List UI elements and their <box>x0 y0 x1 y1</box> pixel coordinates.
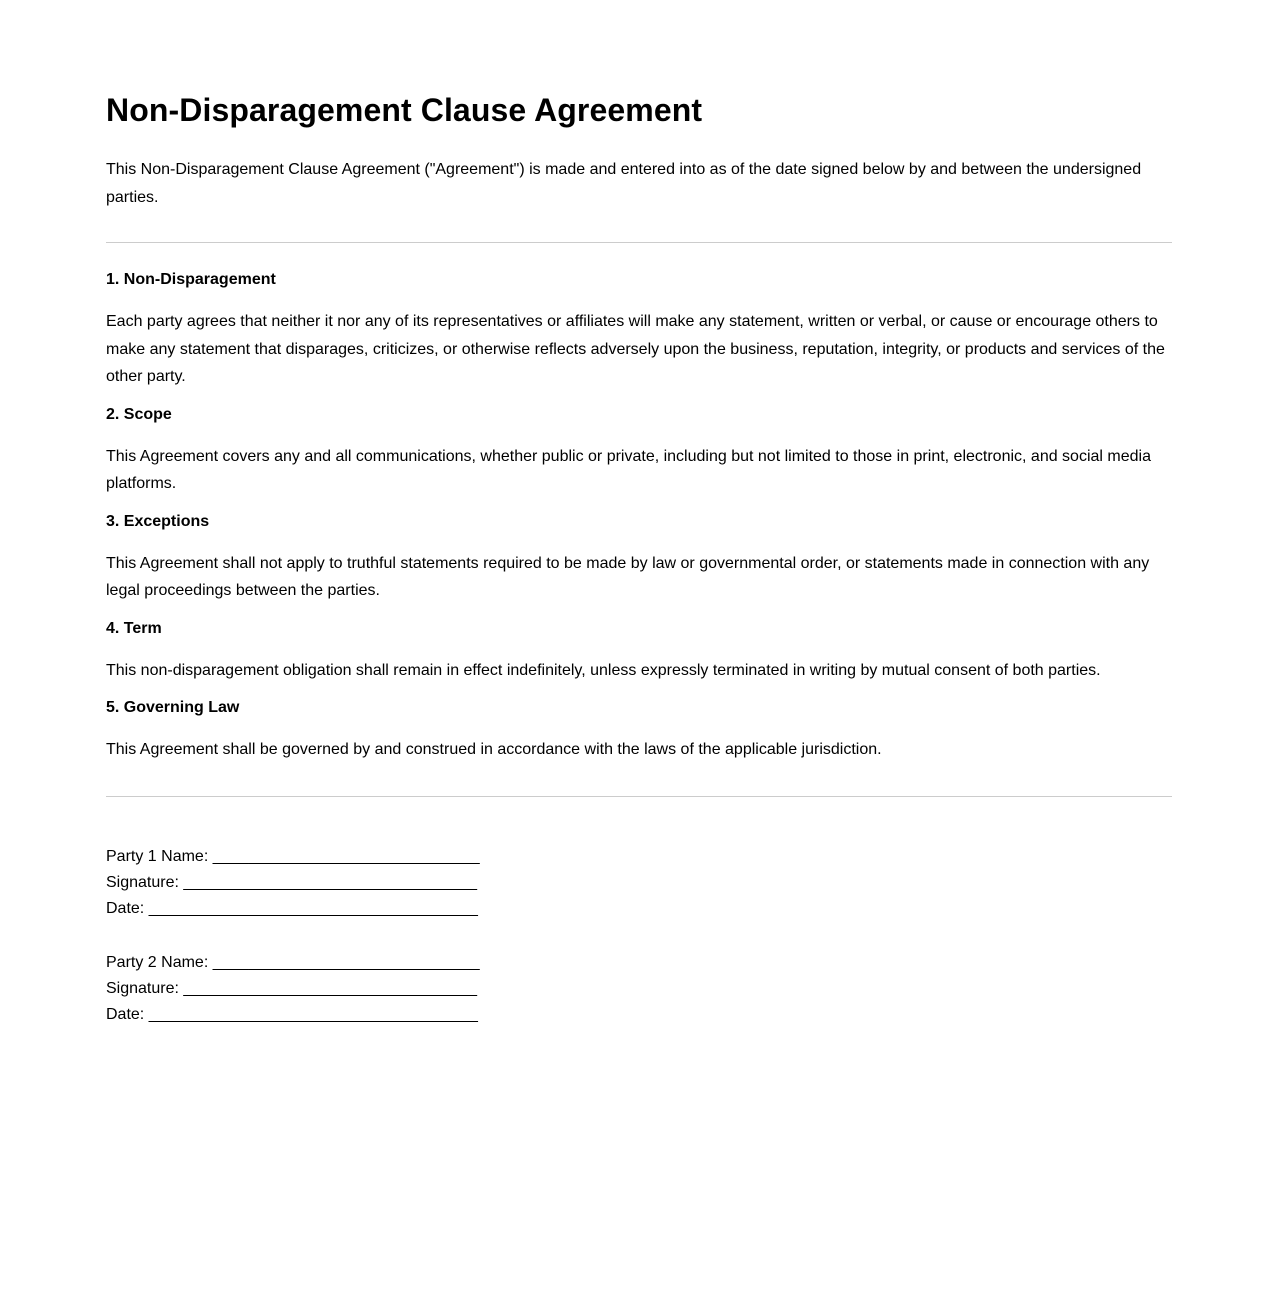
party1-date-line <box>106 896 1172 922</box>
document-title: Non-Disparagement Clause Agreement <box>106 92 703 128</box>
party2-signature-label: Signature: <box>106 979 179 997</box>
party1-signature-block <box>106 844 1172 922</box>
party2-signature-line <box>106 976 1172 1002</box>
intro-paragraph: This Non-Disparagement Clause Agreement ("Agreement") is made and entered into as of the date signed below by and between the undersigned parties. <box>106 161 1142 206</box>
party2-date-line <box>106 1002 1172 1028</box>
signature-area <box>106 844 1172 1028</box>
party1-date-label: Date: <box>106 899 145 917</box>
top-divider <box>106 242 1172 243</box>
party2-name-label: Party 2 Name: <box>106 953 209 971</box>
party2-date-blank: _____________________________________ <box>148 1005 478 1023</box>
party1-date-blank: _____________________________________ <box>148 899 478 917</box>
section-body: This non-disparagement obligation shall remain in effect indefinitely, unless expressly terminated in writing by mutual consent of both parties. <box>106 661 1101 679</box>
section-heading: 4. Term <box>106 619 162 637</box>
party1-name-label: Party 1 Name: <box>106 847 209 865</box>
section-term <box>106 618 1172 685</box>
section-body: This Agreement covers any and all communications, whether public or private, including but not limited to those in print, electronic, and social media platforms. <box>106 447 1151 492</box>
section-heading: 1. Non-Disparagement <box>106 271 276 288</box>
party2-signature-block <box>106 950 1172 1028</box>
section-body: This Agreement shall be governed by and construed in accordance with the laws of the applicable jurisdiction. <box>106 741 882 758</box>
bottom-divider <box>106 796 1172 797</box>
section-body: Each party agrees that neither it nor any of its representatives or affiliates will make any statement, written or verbal, or cause or encourage others to make any statement that disparages, criticizes, or otherwise reflects adversely upon the business, reputation, integrity, or products and services of the other party. <box>106 313 1165 385</box>
party2-signature-blank: _________________________________ <box>183 979 478 997</box>
party1-signature-line <box>106 870 1172 896</box>
party1-name-blank: ______________________________ <box>212 847 480 865</box>
party1-name-line <box>106 844 1172 870</box>
party1-signature-blank: _________________________________ <box>183 873 478 891</box>
party2-date-label: Date: <box>106 1005 145 1023</box>
section-non-disparagement <box>106 269 1172 391</box>
section-heading: 2. Scope <box>106 405 172 423</box>
party1-signature-label: Signature: <box>106 873 179 891</box>
section-heading: 5. Governing Law <box>106 699 240 716</box>
section-heading: 3. Exceptions <box>106 512 210 530</box>
section-scope <box>106 404 1172 498</box>
party2-name-line <box>106 950 1172 976</box>
section-exceptions <box>106 511 1172 605</box>
party2-name-blank: ______________________________ <box>212 953 480 971</box>
section-governing-law <box>106 697 1172 764</box>
section-body: This Agreement shall not apply to truthful statements required to be made by law or governmental order, or statements made in connection with any legal proceedings between the parties. <box>106 554 1150 599</box>
